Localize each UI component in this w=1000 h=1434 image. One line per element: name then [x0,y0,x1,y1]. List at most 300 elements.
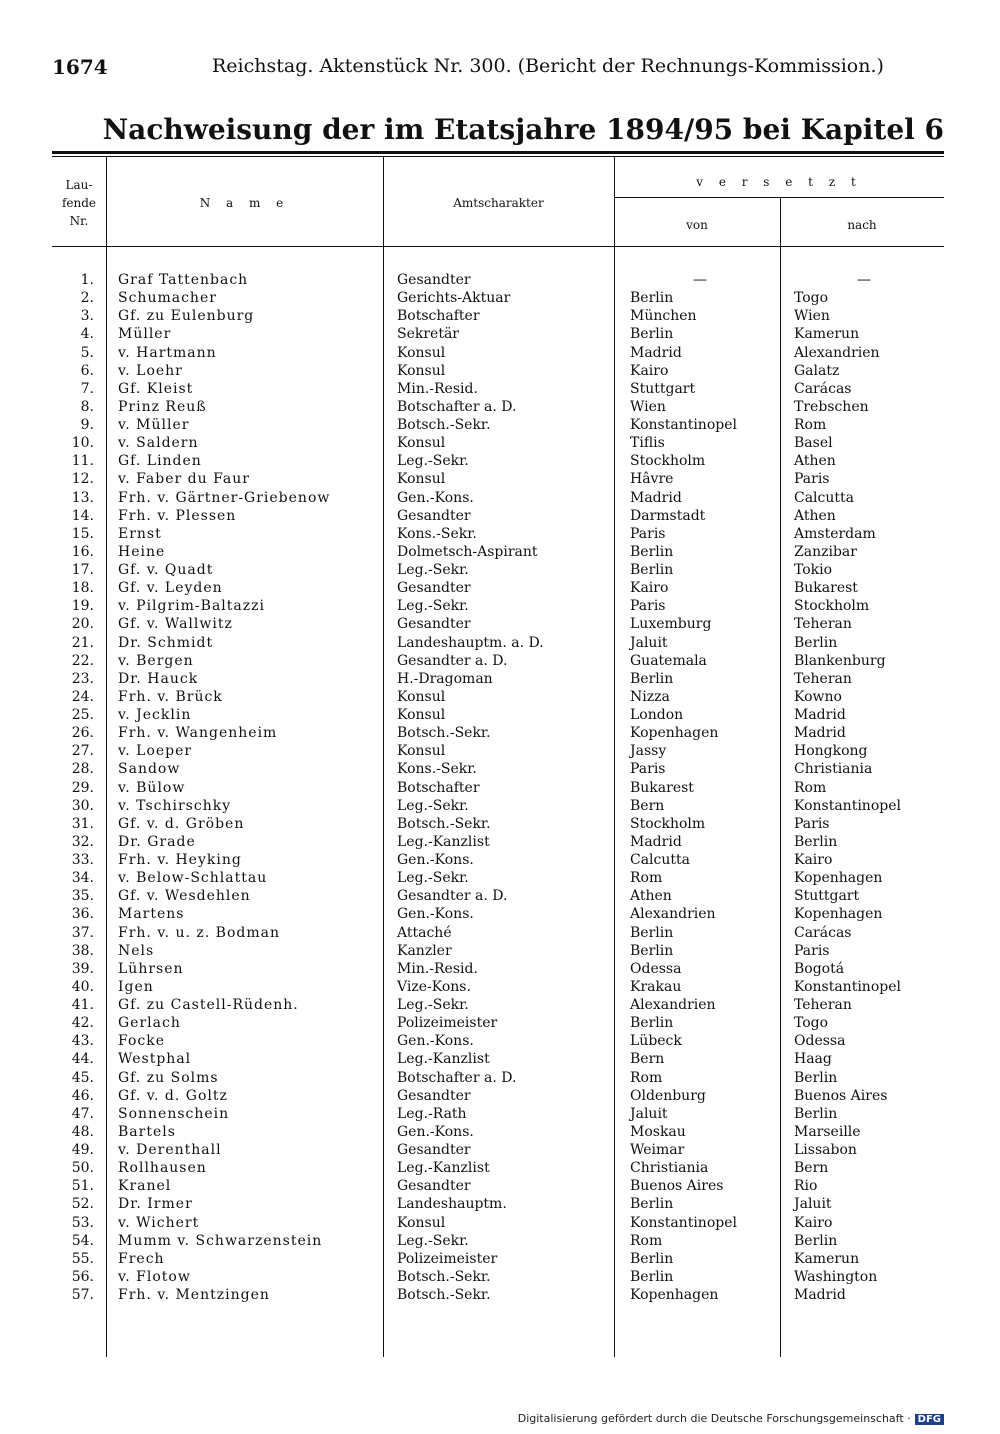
row-number: 32. [71,833,94,850]
col-header-name: N a m e [199,196,290,210]
row-number: 4. [80,326,94,343]
row-amtscharakter: Kons.-Sekr. [397,761,477,778]
row-nach: Stockholm [794,598,870,615]
row-number: 42. [71,1015,94,1032]
row-number: 8. [80,398,94,415]
row-name: Gf. zu Solms [118,1069,219,1086]
row-von: Rom [630,1069,663,1086]
row-amtscharakter: Botschafter a. D. [397,398,517,415]
table-row [52,380,944,398]
row-amtscharakter: Landeshauptm. a. D. [397,634,544,651]
row-amtscharakter: Konsul [397,344,446,361]
row-number: 19. [71,598,94,615]
row-nach: Amsterdam [794,525,876,542]
row-nach: Tokio [794,562,833,578]
row-number: 31. [71,815,94,832]
row-amtscharakter: Konsul [397,471,446,488]
row-number: 14. [71,507,94,524]
row-von: Kairo [630,580,669,597]
versetzt-rule [614,197,944,198]
row-amtscharakter: Gen.-Kons. [397,906,474,923]
row-name: Frh. v. Wangenheim [118,725,278,742]
row-name: Frh. v. Heyking [118,852,242,868]
row-name: Frh. v. Plessen [118,507,237,524]
table-row [52,416,944,434]
row-nach: Odessa [794,1033,846,1050]
row-number: 18. [71,580,94,597]
row-amtscharakter: Gesandter a. D. [397,888,508,905]
row-number: 2. [80,290,94,307]
row-number: 13. [71,489,94,506]
row-nach: Madrid [794,725,846,742]
row-nach: Athen [794,507,836,524]
table-row [52,543,944,561]
col-header-von: von [686,218,708,232]
row-von: Paris [630,761,666,778]
row-amtscharakter: Leg.-Kanzlist [397,1160,490,1177]
table-row [52,434,944,452]
row-amtscharakter: Polizeimeister [397,1250,498,1267]
row-name: Rollhausen [118,1160,207,1177]
row-amtscharakter: Kanzler [397,942,452,959]
row-name: Gf. v. Wallwitz [118,616,233,633]
row-nach: Zanzibar [794,543,857,560]
row-number: 50. [71,1160,94,1177]
row-number: 41. [71,997,94,1013]
row-von: Madrid [630,489,682,506]
table-row [52,561,944,579]
row-von: Berlin [630,1250,674,1267]
table-row [52,706,944,724]
row-nach: Washington [794,1268,878,1285]
row-number: 1. [80,272,94,288]
row-amtscharakter: Gesandter a. D. [397,652,508,669]
row-von: Berlin [630,290,674,307]
row-number: 33. [71,852,94,868]
row-name: Frech [118,1250,165,1267]
row-von: Stockholm [630,453,706,470]
row-name: Gf. v. Wesdehlen [118,888,251,905]
row-amtscharakter: Leg.-Sekr. [397,453,469,470]
row-name: Frh. v. Gärtner-Griebenow [118,489,331,506]
table-row [52,815,944,833]
row-amtscharakter: Botsch.-Sekr. [397,1268,491,1285]
row-nach: Paris [794,815,830,832]
row-von: Madrid [630,833,682,850]
row-nach: Basel [794,435,833,452]
row-amtscharakter: Gesandter [397,272,471,288]
row-number: 12. [71,471,94,488]
row-von: Tiflis [630,435,665,452]
row-nach: Rom [794,417,827,433]
table-row [52,1014,944,1032]
row-amtscharakter: Dolmetsch-Aspirant [397,543,538,560]
row-number: 53. [71,1214,94,1231]
row-von: Luxemburg [630,616,712,633]
col-header-nr: Lau- fende Nr. [61,178,97,228]
table-row [52,1195,944,1213]
row-number: 30. [71,797,94,814]
row-number: 24. [71,688,94,705]
table-row [52,1286,944,1304]
row-von: Jaluit [630,634,668,651]
row-name: v. Tschirschky [118,797,232,814]
row-nach: Konstantinopel [794,797,901,814]
row-nach: Kairo [794,1214,833,1231]
row-number: 51. [71,1178,94,1195]
row-von: Weimar [630,1142,685,1158]
row-nach: Kopenhagen [794,870,883,887]
row-number: 15. [71,525,94,542]
row-name: v. Saldern [118,435,199,452]
table-row [52,1087,944,1105]
row-number: 35. [71,888,94,905]
table-row [52,289,944,307]
row-name: Sandow [118,761,181,778]
row-amtscharakter: Gen.-Kons. [397,852,474,868]
table-row [52,851,944,869]
row-nach: Berlin [794,833,838,850]
row-amtscharakter: Min.-Resid. [397,380,478,397]
row-nach: Kopenhagen [794,906,883,923]
row-von: Odessa [630,960,682,977]
row-amtscharakter: Botschafter a. D. [397,1069,517,1086]
row-number: 47. [71,1105,94,1122]
page-number: 1674 [52,55,108,79]
row-nach: Galatz [794,362,840,379]
row-name: v. Hartmann [118,344,217,361]
table-row [52,652,944,670]
row-number: 25. [71,707,94,723]
row-number: 46. [71,1087,94,1104]
table-row [52,1050,944,1068]
row-nach: Kowno [794,688,842,705]
row-von: Calcutta [630,852,690,868]
table-row [52,1250,944,1268]
row-von: London [630,707,684,723]
row-number: 20. [71,616,94,633]
table-row [52,271,944,289]
row-von: Stockholm [630,815,706,832]
row-amtscharakter: Sekretär [397,326,460,343]
table-row [52,760,944,778]
row-von: Hâvre [630,471,674,488]
row-amtscharakter: Konsul [397,362,446,379]
row-nach: Paris [794,471,830,488]
row-name: Frh. v. Mentzingen [118,1287,270,1303]
table-row [52,307,944,325]
row-amtscharakter: Leg.-Sekr. [397,870,469,887]
row-nach: Teheran [794,670,852,687]
row-number: 21. [71,634,94,651]
table-row [52,779,944,797]
row-amtscharakter: Gesandter [397,1087,471,1104]
row-number: 36. [71,906,94,923]
row-name: Gf. v. Leyden [118,580,223,597]
row-number: 9. [80,417,94,433]
row-number: 6. [80,362,94,379]
row-von: Berlin [630,562,674,578]
row-name: v. Müller [118,417,190,433]
row-name: Igen [118,978,154,995]
row-von: Kairo [630,362,669,379]
row-amtscharakter: Konsul [397,688,446,705]
row-nach: Christiania [794,761,873,778]
table-row [52,670,944,688]
table-row [52,1177,944,1195]
row-name: Martens [118,906,185,923]
table-row [52,960,944,978]
row-von: Berlin [630,942,674,959]
row-von: Berlin [630,670,674,687]
running-title: Reichstag. Aktenstück Nr. 300. (Bericht der Rechnungs-Kommission.) [212,55,884,77]
table-row [52,905,944,923]
row-name: Sonnenschein [118,1105,230,1122]
row-nach: Berlin [794,1232,838,1249]
table-row [52,924,944,942]
row-number: 23. [71,670,94,687]
row-von: Lübeck [630,1033,682,1050]
row-von: Oldenburg [630,1087,706,1104]
row-amtscharakter: Landeshauptm. [397,1196,507,1213]
table-row [52,942,944,960]
row-name: v. Wichert [118,1214,200,1231]
row-amtscharakter: Botsch.-Sekr. [397,815,491,832]
table-row [52,1032,944,1050]
row-amtscharakter: Botschafter [397,308,480,325]
row-amtscharakter: Leg.-Kanzlist [397,1051,490,1068]
row-number: 11. [71,453,94,470]
row-number: 7. [80,380,94,397]
row-name: Frh. v. Brück [118,688,223,705]
row-nach: Blankenburg [794,652,886,669]
row-von: Stuttgart [630,380,696,397]
row-von: Athen [630,888,672,905]
row-name: Nels [118,942,155,959]
row-amtscharakter: Gen.-Kons. [397,1033,474,1050]
row-von: Krakau [630,978,682,995]
row-name: Dr. Irmer [118,1196,193,1213]
row-nach: Berlin [794,1105,838,1122]
row-nach: Marseille [794,1123,861,1140]
row-nach: Hongkong [794,743,868,760]
row-nach: Konstantinopel [794,978,901,995]
row-nach: Togo [794,1015,829,1032]
row-name: v. Derenthall [118,1142,222,1158]
row-von: Bern [630,797,665,814]
table-row [52,833,944,851]
row-name: Prinz Reuß [118,398,207,415]
table-row [52,615,944,633]
row-von: Berlin [630,326,674,343]
row-von: Berlin [630,1015,674,1032]
row-number: 37. [71,924,94,941]
row-number: 10. [71,435,94,452]
row-amtscharakter: Gesandter [397,1178,471,1195]
row-von: Paris [630,598,666,615]
row-name: Westphal [118,1051,192,1068]
row-von: Konstantinopel [630,417,737,433]
row-number: 39. [71,960,94,977]
row-amtscharakter: Polizeimeister [397,1015,498,1032]
table-row [52,1069,944,1087]
table-row [52,525,944,543]
row-nach: Lissabon [794,1142,857,1158]
row-amtscharakter: Leg.-Sekr. [397,598,469,615]
row-name: v. Flotow [118,1268,191,1285]
row-von: Berlin [630,543,674,560]
row-nach: Kairo [794,852,833,868]
table-row [52,724,944,742]
row-name: Gf. Linden [118,453,202,470]
row-amtscharakter: Leg.-Sekr. [397,997,469,1013]
row-amtscharakter: Gen.-Kons. [397,489,474,506]
table-row [52,996,944,1014]
row-name: v. Bülow [118,779,186,796]
table-row [52,978,944,996]
page-header [52,55,942,85]
row-amtscharakter: Botsch.-Sekr. [397,725,491,742]
row-number: 54. [71,1232,94,1249]
row-name: Müller [118,326,172,343]
row-nach: Bukarest [794,580,858,597]
row-name: Bartels [118,1123,176,1140]
footer-text: Digitalisierung gefördert durch die Deutsche Forschungsgemeinschaft · [517,1412,911,1425]
row-name: Dr. Schmidt [118,634,214,651]
table-top-rule-thin [52,156,944,157]
row-name: v. Loeper [118,743,193,760]
row-number: 16. [71,543,94,560]
row-name: v. Pilgrim-Baltazzi [118,598,265,615]
row-name: v. Below-Schlattau [118,870,268,887]
row-von: Alexandrien [630,997,716,1013]
row-number: 5. [80,344,94,361]
row-von: Rom [630,1232,663,1249]
table-row [52,489,944,507]
row-amtscharakter: Attaché [397,924,452,941]
document-title: Nachweisung der im Etatsjahre 1894/95 bei Kapitel 6 [102,113,944,146]
row-name: Gerlach [118,1015,181,1032]
row-nach: Bern [794,1160,829,1177]
row-von: Nizza [630,688,670,705]
col-header-nach: nach [847,218,877,232]
row-name: Kranel [118,1178,172,1195]
row-name: Schumacher [118,290,217,307]
row-name: Gf. v. d. Gröben [118,815,245,832]
row-name: Focke [118,1033,165,1050]
table-top-rule [52,151,944,154]
row-amtscharakter: Leg.-Sekr. [397,1232,469,1249]
row-amtscharakter: H.-Dragoman [397,670,493,687]
row-von: Wien [630,398,666,415]
row-nach: Trebschen [794,398,869,415]
row-nach: Berlin [794,634,838,651]
row-number: 56. [71,1268,94,1285]
row-nach: Athen [794,453,836,470]
row-name: Gf. Kleist [118,380,194,397]
row-number: 22. [71,652,94,669]
row-amtscharakter: Gen.-Kons. [397,1123,474,1140]
row-nach: Bogotá [794,960,845,977]
row-von: Rom [630,870,663,887]
row-von: München [630,308,697,325]
row-name: Gf. zu Castell-Rüdenh. [118,997,299,1013]
header-bottom-rule [52,246,944,247]
row-von: Alexandrien [630,906,716,923]
row-name: Graf Tattenbach [118,272,249,288]
row-amtscharakter: Leg.-Sekr. [397,797,469,814]
table-row [52,869,944,887]
row-nach: Rio [794,1178,818,1195]
col-header-versetzt: v e r s e t z t [696,175,862,189]
table-row [52,325,944,343]
row-nach: — [857,272,871,288]
table-row [52,797,944,815]
row-nach: Alexandrien [794,344,880,361]
row-number: 55. [71,1250,94,1267]
table-row [52,1123,944,1141]
table-row [52,887,944,905]
row-von: Jassy [630,743,667,760]
row-number: 48. [71,1123,94,1140]
row-number: 38. [71,942,94,959]
table-row [52,1232,944,1250]
row-von: — [693,272,707,288]
row-nach: Kamerun [794,1250,860,1267]
table-row [52,742,944,760]
table-row [52,688,944,706]
table-row [52,1141,944,1159]
row-amtscharakter: Konsul [397,435,446,452]
row-nach: Haag [794,1051,832,1068]
dfg-logo: DFG [915,1414,944,1425]
row-name: Mumm v. Schwarzenstein [118,1232,323,1249]
row-nach: Berlin [794,1069,838,1086]
row-von: Buenos Aires [630,1178,724,1195]
row-von: Moskau [630,1123,686,1140]
row-amtscharakter: Gesandter [397,616,471,633]
row-nach: Kamerun [794,326,860,343]
table-row [52,1105,944,1123]
row-amtscharakter: Botsch.-Sekr. [397,417,491,433]
row-nach: Carácas [794,924,852,941]
table-row [52,362,944,380]
row-number: 27. [71,743,94,760]
row-nach: Teheran [794,616,852,633]
row-nach: Buenos Aires [794,1087,888,1104]
row-amtscharakter: Botsch.-Sekr. [397,1287,491,1303]
row-nach: Togo [794,290,829,307]
row-nach: Carácas [794,380,852,397]
row-nach: Wien [794,308,830,325]
row-von: Konstantinopel [630,1214,737,1231]
row-amtscharakter: Botschafter [397,779,480,796]
row-number: 26. [71,725,94,742]
table-row [52,470,944,488]
table-row [52,344,944,362]
row-von: Bukarest [630,779,694,796]
row-number: 40. [71,978,94,995]
table-row [52,579,944,597]
row-amtscharakter: Gesandter [397,580,471,597]
table-row [52,634,944,652]
row-nach: Madrid [794,707,846,723]
row-number: 34. [71,870,94,887]
row-nach: Madrid [794,1287,846,1303]
row-von: Darmstadt [630,507,706,524]
row-von: Madrid [630,344,682,361]
row-amtscharakter: Leg.-Kanzlist [397,833,490,850]
